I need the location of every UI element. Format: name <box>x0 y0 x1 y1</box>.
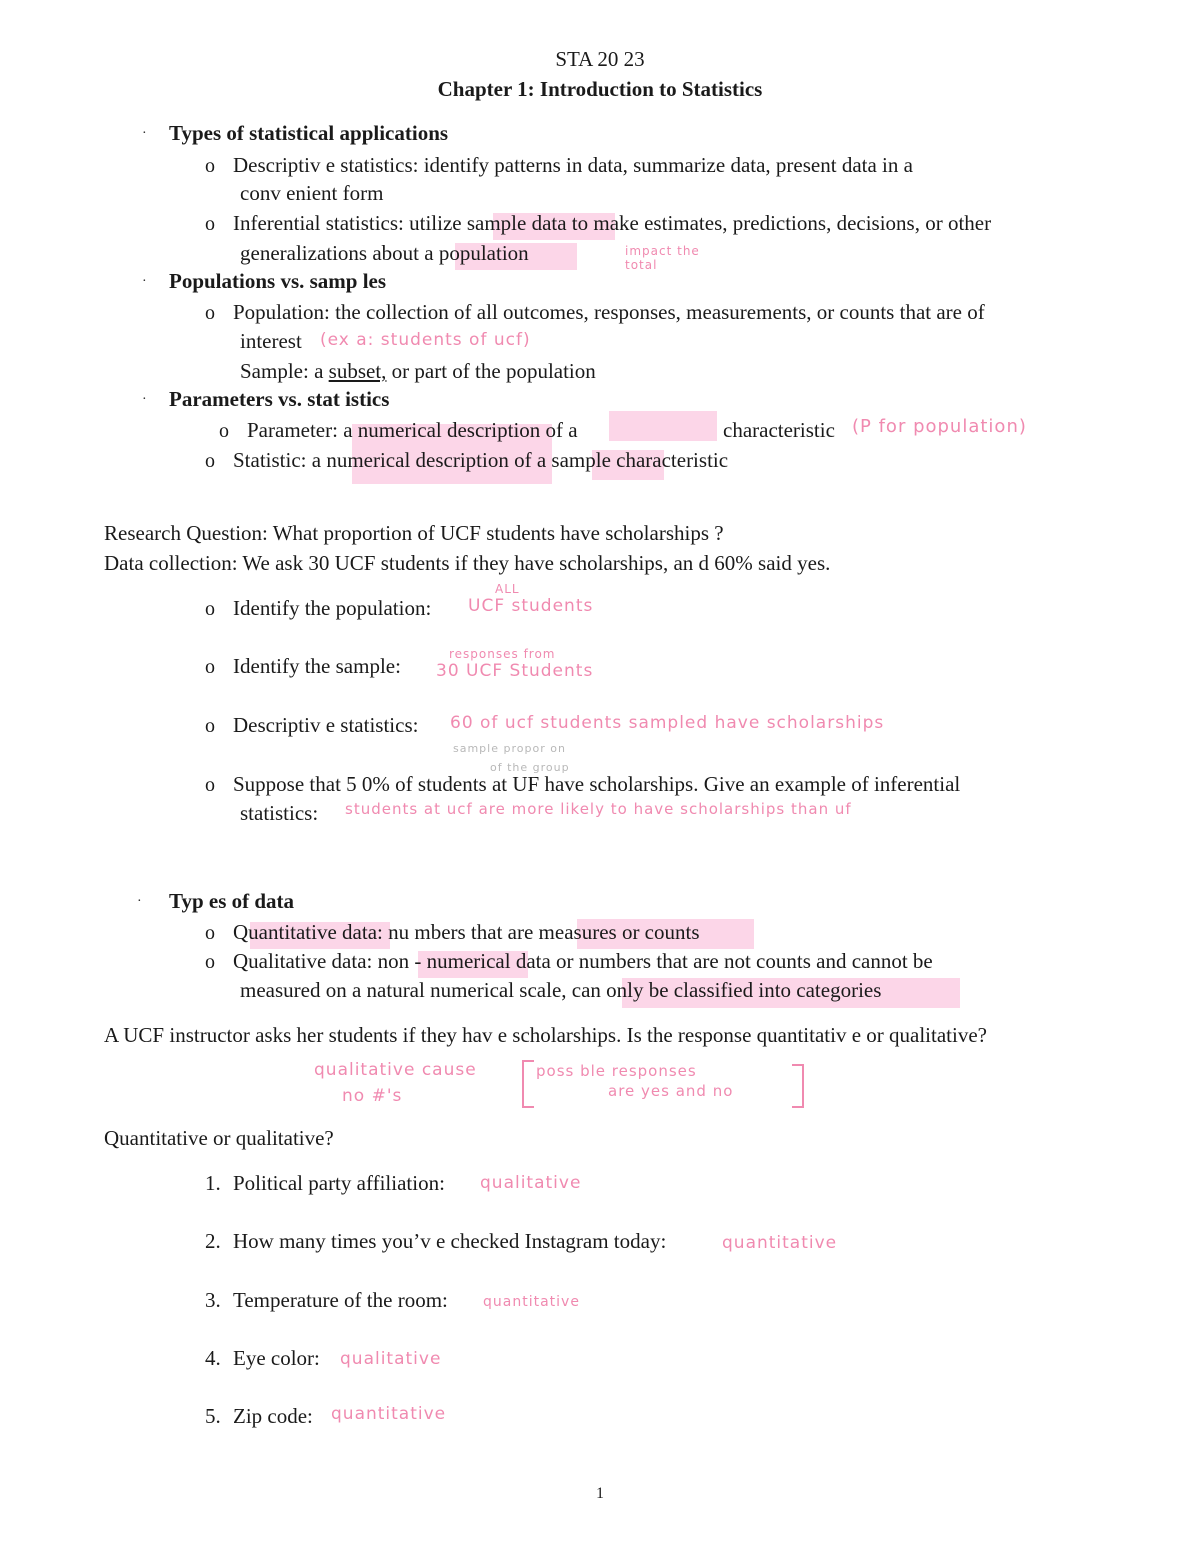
sub-bullet: o <box>205 598 215 620</box>
sample-subset: subset, <box>328 359 387 383</box>
handwritten-all: ALL <box>495 582 520 596</box>
data-collection: Data collection: We ask 30 UCF students if they have scholarships, an d 60% said yes. <box>104 551 831 575</box>
inferential-line2: generalizations about a population <box>240 241 529 265</box>
heading-types-data: Typ es of data <box>169 889 295 913</box>
sub-bullet: o <box>205 302 215 324</box>
quiz-number: 4. <box>205 1346 221 1370</box>
handwritten-population-answer: UCF students <box>468 596 594 616</box>
sub-bullet: o <box>205 715 215 737</box>
quiz-number: 3. <box>205 1288 221 1312</box>
heading-populations-samples: Populations vs. samp les <box>169 269 387 293</box>
quiz-question: How many times you’v e checked Instagram today: <box>233 1229 667 1253</box>
course-code: STA 20 23 <box>555 47 645 71</box>
handwritten-descriptive-answer: 60 of ucf students sampled have scholarships <box>450 713 885 733</box>
sub-bullet: o <box>205 774 215 796</box>
sample-line <box>240 358 596 384</box>
handwritten-quiz-answer: qualitative <box>480 1173 582 1193</box>
instructor-question: A UCF instructor asks her students if they hav e scholarships. Is the response quantitativ e or qualitative? <box>104 1023 987 1047</box>
handwritten-quiz-answer: qualitative <box>340 1349 442 1369</box>
quiz-heading: Quantitative or qualitative? <box>104 1126 334 1150</box>
sub-bullet: o <box>205 922 215 944</box>
identify-population-question: Identify the population: <box>233 596 432 620</box>
quiz-question: Political party affiliation: <box>233 1171 445 1195</box>
sub-bullet: o <box>205 213 215 235</box>
bullet: · <box>142 392 147 407</box>
handwritten-possible-responses: poss ble responses <box>536 1062 697 1080</box>
heading-types-applications: Types of statistical applications <box>169 121 449 145</box>
quiz-question: Eye color: <box>233 1346 320 1370</box>
handwritten-qualitative-cause: qualitative cause <box>314 1060 477 1080</box>
handwritten-inferential-answer: students at ucf are more likely to have scholarships than uf <box>345 800 852 818</box>
sub-bullet: o <box>219 420 229 442</box>
sub-bullet: o <box>205 450 215 472</box>
handwritten-impact-note: impact the total <box>625 244 700 272</box>
quiz-number: 2. <box>205 1229 221 1253</box>
highlight-parameter-blank <box>609 411 717 441</box>
quantitative-definition: Quantitative data: nu mbers that are measures or counts <box>233 920 700 944</box>
qualitative-definition-line1: Qualitative data: non - numerical data or numbers that are not counts and cannot be <box>233 949 933 973</box>
handwritten-no-numbers: no #'s <box>342 1086 403 1106</box>
population-line2: interest <box>240 329 302 353</box>
handwritten-responses-from: responses from <box>449 647 556 661</box>
handwritten-quiz-answer: quantitative <box>331 1404 447 1424</box>
research-question: Research Question: What proportion of UCF students have scholarships ? <box>104 521 724 545</box>
handwritten-bracket-left <box>522 1060 534 1108</box>
descriptive-line2: conv enient form <box>240 181 384 205</box>
handwritten-sample-proportion: sample propor on <box>453 742 566 755</box>
sample-prefix: Sample: a <box>240 359 324 383</box>
handwritten-parameter-note: (P for population) <box>852 416 1027 437</box>
handwritten-population-example: (ex a: students of ucf) <box>320 330 531 350</box>
inferential-question-line2: statistics: <box>240 801 319 825</box>
quiz-question: Temperature of the room: <box>233 1288 448 1312</box>
chapter-title: Chapter 1: Introduction to Statistics <box>437 77 763 101</box>
handwritten-sample-answer: 30 UCF Students <box>436 661 594 681</box>
parameter-tail: characteristic <box>723 418 835 442</box>
handwritten-of-the-group: of the group <box>490 761 570 774</box>
inferential-question-line1: Suppose that 5 0% of students at UF have scholarships. Give an example of inferential <box>233 772 961 796</box>
population-line1: Population: the collection of all outcomes, responses, measurements, or counts that are of <box>233 300 985 324</box>
quiz-question: Zip code: <box>233 1404 313 1428</box>
handwritten-yes-and-no: are yes and no <box>608 1082 734 1100</box>
inferential-line1: Inferential statistics: utilize sample data to make estimates, predictions, decisions, or other <box>233 211 992 235</box>
bullet: · <box>137 894 142 909</box>
qualitative-definition-line2: measured on a natural numerical scale, can only be classified into categories <box>240 978 882 1002</box>
identify-sample-question: Identify the sample: <box>233 654 401 678</box>
parameter-text: Parameter: a numerical description of a <box>247 418 578 442</box>
page-number: 1 <box>596 1485 604 1502</box>
sub-bullet: o <box>205 155 215 177</box>
sub-bullet: o <box>205 656 215 678</box>
descriptive-line1: Descriptiv e statistics: identify patterns in data, summarize data, present data in a <box>233 153 913 177</box>
handwritten-quiz-answer: quantitative <box>722 1233 838 1253</box>
sub-bullet: o <box>205 951 215 973</box>
sample-suffix: or part of the population <box>391 359 596 383</box>
handwritten-quiz-answer: quantitative <box>483 1294 580 1310</box>
bullet: · <box>142 126 147 141</box>
heading-parameters-statistics: Parameters vs. stat istics <box>169 387 390 411</box>
handwritten-bracket-right <box>792 1064 804 1108</box>
descriptive-statistics-question: Descriptiv e statistics: <box>233 713 419 737</box>
quiz-number: 1. <box>205 1171 221 1195</box>
statistic-text: Statistic: a numerical description of a sample characteristic <box>233 448 729 472</box>
bullet: · <box>142 274 147 289</box>
quiz-number: 5. <box>205 1404 221 1428</box>
